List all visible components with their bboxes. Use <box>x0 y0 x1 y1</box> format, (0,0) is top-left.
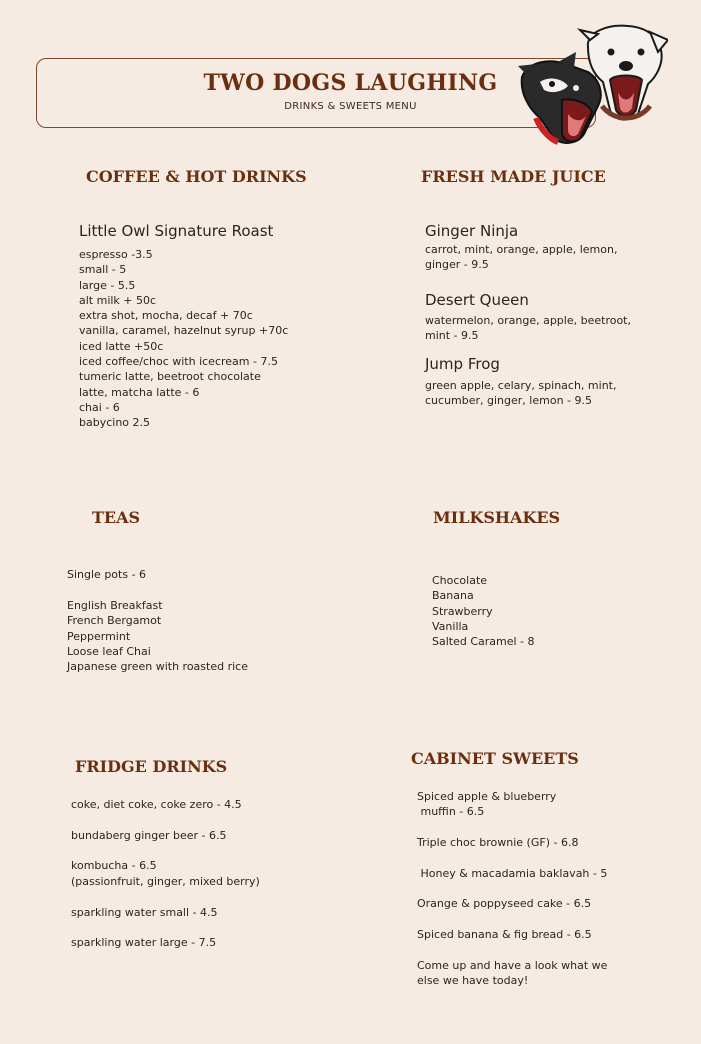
list-item: English Breakfast <box>67 599 163 612</box>
list-item: Peppermint <box>67 629 131 643</box>
teas-list <box>67 598 248 674</box>
list-item: Honey & macadamia baklavah - 5 <box>417 867 608 880</box>
list-item: Chocolate <box>432 574 488 587</box>
list-item: watermelon, orange, apple, beetroot, <box>425 314 631 327</box>
page-subtitle: DRINKS & SWEETS MENU <box>284 101 417 112</box>
list-item: iced latte +50c <box>79 339 164 353</box>
list-item: Come up and have a look what we <box>417 959 608 972</box>
list-item: green apple, celary, spinach, mint, <box>425 379 617 392</box>
laughing-dogs-logo-icon <box>518 22 668 157</box>
milkshakes-heading: MILKSHAKES <box>433 508 561 527</box>
list-item: carrot, mint, orange, apple, lemon, <box>425 243 618 256</box>
list-item: large - 5.5 <box>79 278 136 292</box>
list-item: ginger - 9.5 <box>425 258 489 272</box>
list-item: kombucha - 6.5 <box>71 859 157 872</box>
list-item: Orange & poppyseed cake - 6.5 <box>417 897 592 910</box>
list-item: sparkling water small - 4.5 <box>71 906 218 919</box>
list-item: alt milk + 50c <box>79 293 157 307</box>
milkshakes-list <box>432 573 535 649</box>
list-item: Loose leaf Chai <box>67 644 151 658</box>
list-item: cucumber, ginger, lemon - 9.5 <box>425 394 592 408</box>
list-item: bundaberg ginger beer - 6.5 <box>71 829 227 842</box>
list-item: Banana <box>432 589 474 603</box>
list-item: chai - 6 <box>79 400 120 414</box>
juice-item-title: Jump Frog <box>425 355 500 373</box>
juice-item-desc <box>425 378 616 409</box>
list-item: iced coffee/choc with icecream - 7.5 <box>79 355 278 369</box>
teas-heading: TEAS <box>92 508 141 527</box>
list-item: Spiced apple & blueberry <box>417 790 557 803</box>
list-item: muffin - 6.5 <box>417 805 485 818</box>
list-item: sparkling water large - 7.5 <box>71 936 217 949</box>
juice-item-desc <box>425 242 617 273</box>
teas-intro: Single pots - 6 <box>67 568 147 581</box>
list-item: Spiced banana & fig bread - 6.5 <box>417 928 592 941</box>
list-item: extra shot, mocha, decaf + 70c <box>79 309 253 323</box>
list-item: Salted Caramel - 8 <box>432 635 535 649</box>
fridge-heading: FRIDGE DRINKS <box>75 757 228 776</box>
list-item: else we have today! <box>417 974 529 987</box>
juice-item-title: Ginger Ninja <box>425 222 519 240</box>
coffee-roast-title: Little Owl Signature Roast <box>79 222 274 240</box>
list-item: Triple choc brownie (GF) - 6.8 <box>417 836 579 849</box>
juice-heading: FRESH MADE JUICE <box>421 167 606 186</box>
page-title: TWO DOGS LAUGHING <box>203 70 498 96</box>
list-item: Strawberry <box>432 604 493 618</box>
list-item: espresso -3.5 <box>79 248 153 261</box>
list-item: tumeric latte, beetroot chocolate <box>79 370 261 384</box>
list-item: vanilla, caramel, hazelnut syrup +70c <box>79 324 289 338</box>
cabinet-heading: CABINET SWEETS <box>411 749 579 768</box>
list-item: latte, matcha latte - 6 <box>79 385 200 399</box>
coffee-list <box>79 247 288 431</box>
list-item: mint - 9.5 <box>425 329 479 343</box>
list-item: coke, diet coke, coke zero - 4.5 <box>71 798 242 811</box>
list-item: babycino 2.5 <box>79 416 151 430</box>
coffee-heading: COFFEE & HOT DRINKS <box>86 167 307 186</box>
juice-item-title: Desert Queen <box>425 291 529 309</box>
list-item: Japanese green with roasted rice <box>67 660 248 674</box>
list-item: Vanilla <box>432 619 469 633</box>
list-item: small - 5 <box>79 263 127 277</box>
list-item: (passionfruit, ginger, mixed berry) <box>71 875 260 888</box>
list-item: French Bergamot <box>67 614 162 628</box>
juice-item-desc <box>425 313 631 344</box>
